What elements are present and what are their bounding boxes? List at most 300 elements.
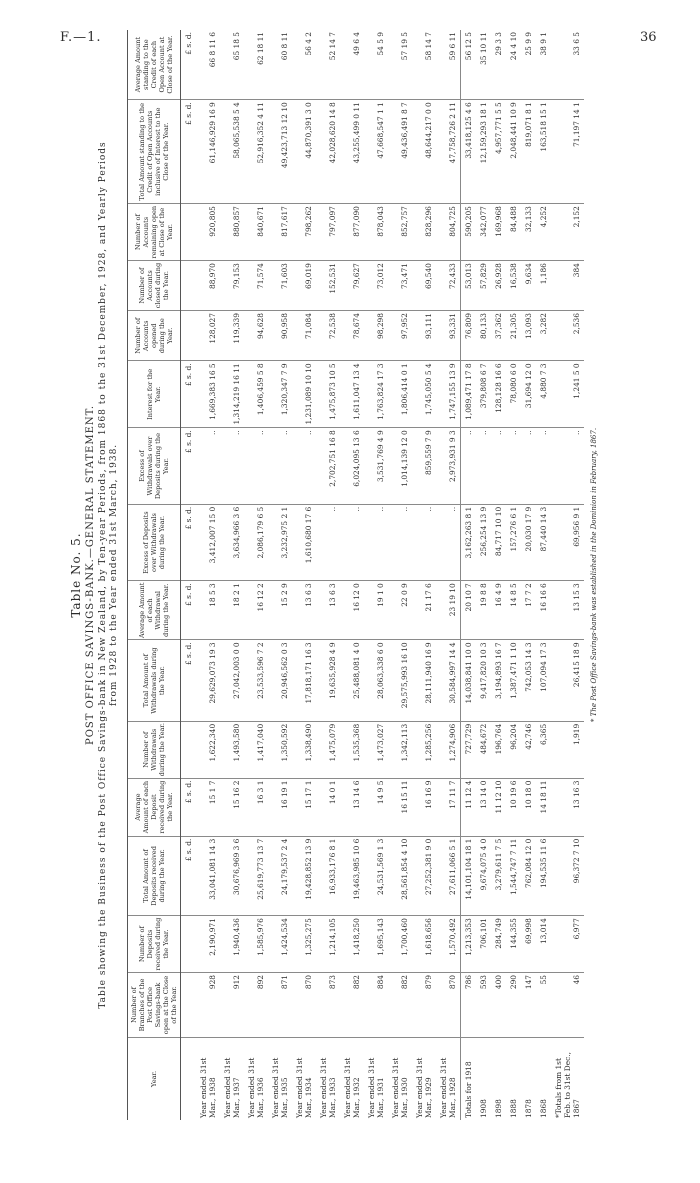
table-cell: 13 16 3 — [551, 778, 584, 836]
table-cell: 3,282 — [536, 311, 551, 361]
year-cell: 1908 — [479, 1099, 488, 1118]
table-cell: 14 18 11 — [536, 778, 551, 836]
column-header: Excess of Withdrawals over Deposits during the Year. — [128, 428, 181, 504]
table-cell: 17 11 7 — [436, 778, 461, 836]
table-cell: 871 — [268, 972, 292, 1037]
table-cell: 1,622,340 — [196, 721, 220, 778]
column-header: Average Amount of each Withdrawal during the Year. — [128, 581, 181, 640]
page-number: 36 — [640, 30, 657, 45]
table-cell: 13,093 — [521, 311, 536, 361]
table-cell: 4,880 7 3 — [536, 361, 551, 428]
table-cell: 24 4 10 — [506, 30, 521, 100]
table-cell: 27,252,381 9 0 — [412, 836, 436, 916]
table-cell: 17 7 2 — [521, 581, 536, 640]
table-cell: 859,559 7 9 — [412, 428, 436, 504]
unit-cell: £ s. d. — [181, 30, 197, 100]
year-cell: Year ended 31st Mar., 1929 — [415, 1057, 433, 1118]
table-cell: 84,717 10 10 — [491, 504, 506, 580]
table-cell: 6,024,095 13 6 — [340, 428, 364, 504]
table-cell: 24,531,569 1 3 — [364, 836, 388, 916]
table-cell: 78,080 6 0 — [506, 361, 521, 428]
table-cell: 27,611,066 5 1 — [436, 836, 461, 916]
table-cell: 107,094 17 3 — [536, 640, 551, 721]
table-cell: 21 17 6 — [412, 581, 436, 640]
table-cell: 79,153 — [220, 261, 244, 311]
table-cell: 69,019 — [292, 261, 316, 311]
table-cell: 1,475,079 — [316, 721, 340, 778]
table-cell: 3,531,769 4 9 — [364, 428, 388, 504]
table-cell: 69,956 9 1 — [551, 504, 584, 580]
table-row — [388, 30, 412, 1120]
table-cell: 97,952 — [388, 311, 412, 361]
table-cell: 3,194,893 16 7 — [491, 640, 506, 721]
column-header: Average Amount standing to the Credit of each Open Account at Close of the Year. — [128, 30, 181, 100]
table-cell: 16,538 — [506, 261, 521, 311]
table-cell: 1,669,383 16 5 — [196, 361, 220, 428]
table-cell: 13 14 0 — [476, 778, 491, 836]
table-cell: 47,758,726 2 11 — [436, 100, 461, 204]
table-cell: 9,674,075 4 0 — [476, 836, 491, 916]
column-header: Average Amount of each Deposit received during the Year. — [128, 778, 181, 836]
year-cell: Year ended 31st Mar., 1937 — [223, 1057, 241, 1118]
table-cell: .. — [268, 428, 292, 504]
table-cell: 88,970 — [196, 261, 220, 311]
table-cell: 71,084 — [292, 311, 316, 361]
table-cell: 1,231,089 10 10 — [292, 361, 316, 428]
column-header: Total Amount of Deposits received during the Year. — [128, 836, 181, 916]
table-cell: 873 — [316, 972, 340, 1037]
table-cell: 804,725 — [436, 204, 461, 261]
table-cell: 870 — [436, 972, 461, 1037]
column-header: Total Amount standing to the Credit of Open Accounts inclusive of Interest to the Close of the Year. — [128, 100, 181, 204]
table-cell: 13 6 3 — [316, 581, 340, 640]
table-cell: .. — [506, 428, 521, 504]
table-cell: 9,634 — [521, 261, 536, 311]
table-cell: 69,998 — [521, 916, 536, 973]
table-cell: 16 16 9 — [412, 778, 436, 836]
table-cell: 87,440 14 3 — [536, 504, 551, 580]
table-cell: 18 2 1 — [220, 581, 244, 640]
table-cell: 1,493,580 — [220, 721, 244, 778]
table-cell: 43,255,499 0 11 — [340, 100, 364, 204]
table-cell: .. — [412, 504, 436, 580]
table-cell: 14 0 1 — [316, 778, 340, 836]
table-cell: 1,610,680 17 6 — [292, 504, 316, 580]
table-row — [412, 30, 436, 1120]
table-cell: .. — [388, 504, 412, 580]
unit-cell: £ s. d. — [181, 428, 197, 504]
table-row — [536, 30, 551, 1120]
table-cell: 58 14 7 — [412, 30, 436, 100]
table-cell: 96,372 7 10 — [551, 836, 584, 916]
table-cell: 879 — [412, 972, 436, 1037]
table-cell: 13 6 3 — [292, 581, 316, 640]
table-cell: 2,973,931 9 3 — [436, 428, 461, 504]
table-cell: 169,968 — [491, 204, 506, 261]
year-cell: Year ended 31st Mar., 1938 — [199, 1057, 217, 1118]
table-cell: 27,042,003 0 0 — [220, 640, 244, 721]
table-cell: 786 — [461, 972, 477, 1037]
table-cell: 24,179,537 2 4 — [268, 836, 292, 916]
year-cell: Year ended 31st Mar., 1936 — [247, 1057, 265, 1118]
table-cell: 19 8 8 — [476, 581, 491, 640]
table-cell: 20 10 7 — [461, 581, 477, 640]
table-cell: .. — [476, 428, 491, 504]
table-cell: .. — [196, 428, 220, 504]
table-cell: 19,463,985 10 6 — [340, 836, 364, 916]
table-cell: 884 — [364, 972, 388, 1037]
table-cell: 52 14 7 — [316, 30, 340, 100]
table-cell: 840,671 — [244, 204, 268, 261]
table-cell: .. — [220, 428, 244, 504]
table-cell: 28,063,338 6 0 — [364, 640, 388, 721]
table-cell: 71,197 14 1 — [551, 100, 584, 204]
table-cell: 76,809 — [461, 311, 477, 361]
table-cell: 25,619,773 13 7 — [244, 836, 268, 916]
table-cell: 1,241 5 0 — [551, 361, 584, 428]
table-cell: 147 — [521, 972, 536, 1037]
table-cell: 819,071 8 1 — [521, 100, 536, 204]
table-cell: 29,575,993 16 10 — [388, 640, 412, 721]
table-cell: 6,365 — [536, 721, 551, 778]
table-cell: .. — [340, 504, 364, 580]
unit-cell: £ s. d. — [181, 100, 197, 204]
column-header: Number of Accounts opened during the Year. — [128, 311, 181, 361]
table-heading — [69, 25, 119, 1125]
year-cell: Year ended 31st Mar., 1931 — [367, 1057, 385, 1118]
table-cell: 1,585,976 — [244, 916, 268, 973]
table-cell: 65 18 5 — [220, 30, 244, 100]
table-cell: 47,668,547 1 1 — [364, 100, 388, 204]
unit-cell — [181, 916, 197, 973]
table-cell: 1,806,414 0 1 — [388, 361, 412, 428]
table-cell: 31,694 12 0 — [521, 361, 536, 428]
table-cell: 16 4 9 — [491, 581, 506, 640]
table-cell: 828,296 — [412, 204, 436, 261]
table-cell: 912 — [220, 972, 244, 1037]
table-cell: 727,729 — [461, 721, 477, 778]
year-cell: Year ended 31st Mar., 1933 — [319, 1057, 337, 1118]
table-cell: 46 — [551, 972, 584, 1037]
table-row — [292, 30, 316, 1120]
table-cell: 80,133 — [476, 311, 491, 361]
unit-cell — [181, 972, 197, 1037]
table-cell: 16 3 1 — [244, 778, 268, 836]
table-cell: 1,700,460 — [388, 916, 412, 973]
table-cell: 878,043 — [364, 204, 388, 261]
table-cell: 32,133 — [521, 204, 536, 261]
table-cell: 42,028,620 14 8 — [316, 100, 340, 204]
table-cell: 29,629,073 19 3 — [196, 640, 220, 721]
table-cell: 55 — [536, 972, 551, 1037]
table-cell: 1,611,047 13 4 — [340, 361, 364, 428]
table-cell: 84,488 — [506, 204, 521, 261]
table-cell: 16,933,176 8 1 — [316, 836, 340, 916]
table-cell: 1,745,050 5 4 — [412, 361, 436, 428]
footnote: * The Post Office Savings-bank was established in the Dominion in February, 1867. — [590, 427, 598, 723]
column-header: Number of Branches of the Post Office Savings-bank open at the Close of the Year. — [128, 972, 181, 1037]
table-row — [491, 30, 506, 1120]
table-cell: 44,870,391 3 0 — [292, 100, 316, 204]
table-cell: 19,635,928 4 9 — [316, 640, 340, 721]
unit-cell: £ s. d. — [181, 581, 197, 640]
table-number: Table No. 5. — [69, 532, 83, 618]
table-cell: 37,362 — [491, 311, 506, 361]
year-cell: Totals for 1918 — [461, 1038, 477, 1121]
table-cell: 1,089,471 17 8 — [461, 361, 477, 428]
table-cell: 880,857 — [220, 204, 244, 261]
table-cell: 62 18 11 — [244, 30, 268, 100]
table-cell: 21,305 — [506, 311, 521, 361]
table-cell: 196,764 — [491, 721, 506, 778]
year-cell: 1868 — [539, 1099, 548, 1118]
table-cell: 57,829 — [476, 261, 491, 311]
table-cell: 379,808 6 7 — [476, 361, 491, 428]
table-cell: 3,634,966 3 6 — [220, 504, 244, 580]
table-cell: .. — [436, 504, 461, 580]
unit-cell — [181, 721, 197, 778]
table-cell: 54 5 9 — [364, 30, 388, 100]
table-cell: 9,417,820 10 3 — [476, 640, 491, 721]
column-header: Total Amount of Withdrawals during the Year. — [128, 640, 181, 721]
table-cell: 742,053 14 3 — [521, 640, 536, 721]
table-cell: 11 12 4 — [461, 778, 477, 836]
table-cell: 1,475,873 10 5 — [316, 361, 340, 428]
table-cell: 1,014,139 12 0 — [388, 428, 412, 504]
table-cell: 69,540 — [412, 261, 436, 311]
table-cell: 17,818,171 16 3 — [292, 640, 316, 721]
table-cell: 49 6 4 — [340, 30, 364, 100]
table-row — [268, 30, 292, 1120]
table-cell: 384 — [551, 261, 584, 311]
column-header: Excess of Deposits over Withdrawals during the Year. — [128, 504, 181, 580]
table-cell: 30,676,969 3 6 — [220, 836, 244, 916]
table-cell: 11 12 10 — [491, 778, 506, 836]
table-cell: 1,919 — [551, 721, 584, 778]
table-cell: 119,339 — [220, 311, 244, 361]
table-cell: .. — [461, 428, 477, 504]
year-cell: *Totals from 1st Feb. to 31st Dec., 1867 — [554, 1052, 581, 1118]
table-cell: 920,805 — [196, 204, 220, 261]
unit-cell: £ s. d. — [181, 836, 197, 916]
table-cell: 16 16 6 — [536, 581, 551, 640]
table-cell: 870 — [292, 972, 316, 1037]
column-header: Interest for the Year. — [128, 361, 181, 428]
year-cell: Year ended 31st Mar., 1928 — [439, 1057, 457, 1118]
year-cell: Year ended 31st Mar., 1935 — [271, 1057, 289, 1118]
table-cell: 57 19 5 — [388, 30, 412, 100]
table-cell: 56 4 2 — [292, 30, 316, 100]
table-cell: 48,644,217 0 0 — [412, 100, 436, 204]
table-row — [506, 30, 521, 1120]
unit-cell: £ s. d. — [181, 361, 197, 428]
table-cell: .. — [491, 428, 506, 504]
table-cell: 1,535,368 — [340, 721, 364, 778]
table-cell: 128,027 — [196, 311, 220, 361]
table-cell: 20,946,562 0 3 — [268, 640, 292, 721]
table-cell: 1,940,436 — [220, 916, 244, 973]
rotated-table-page — [65, 25, 598, 1125]
table-row — [364, 30, 388, 1120]
table-row — [521, 30, 536, 1120]
table-cell: 73,471 — [388, 261, 412, 311]
table-cell: 49,436,491 8 7 — [388, 100, 412, 204]
units-row — [181, 30, 197, 1120]
table-cell: 16 15 11 — [388, 778, 412, 836]
table-cell: 16 19 1 — [268, 778, 292, 836]
table-cell: 61,146,929 16 9 — [196, 100, 220, 204]
table-cell: 16 12 0 — [340, 581, 364, 640]
savings-bank-table — [127, 30, 584, 1120]
table-cell: 1,213,353 — [461, 916, 477, 973]
table-cell: 30,584,997 14 4 — [436, 640, 461, 721]
table-cell: 18 5 3 — [196, 581, 220, 640]
table-cell: 29 3 3 — [491, 30, 506, 100]
table-cell: .. — [551, 428, 584, 504]
table-cell: 194,535 11 6 — [536, 836, 551, 916]
table-cell: 2,536 — [551, 311, 584, 361]
table-cell: 94,628 — [244, 311, 268, 361]
table-cell: 256,254 13 9 — [476, 504, 491, 580]
table-cell: 93,111 — [412, 311, 436, 361]
table-cell: 22 0 9 — [388, 581, 412, 640]
table-cell: 3,279,611 7 5 — [491, 836, 506, 916]
table-cell: 1,320,347 7 9 — [268, 361, 292, 428]
table-cell: 1,417,040 — [244, 721, 268, 778]
unit-cell — [181, 311, 197, 361]
table-cell: 28,561,854 4 10 — [388, 836, 412, 916]
table-cell: 20,030 17 9 — [521, 504, 536, 580]
table-cell: 38 9 1 — [536, 30, 551, 100]
table-cell: 90,958 — [268, 311, 292, 361]
table-cell: .. — [316, 504, 340, 580]
table-cell: 817,617 — [268, 204, 292, 261]
table-cell: 1,763,824 17 3 — [364, 361, 388, 428]
table-cell: 4,252 — [536, 204, 551, 261]
table-cell: 96,204 — [506, 721, 521, 778]
table-cell: 882 — [388, 972, 412, 1037]
table-cell: 157,276 6 1 — [506, 504, 521, 580]
table-cell: 71,603 — [268, 261, 292, 311]
column-header-row — [128, 30, 181, 1120]
table-cell: 928 — [196, 972, 220, 1037]
table-cell: 877,090 — [340, 204, 364, 261]
table-cell: 73,012 — [364, 261, 388, 311]
table-cell: 2,048,441 10 9 — [506, 100, 521, 204]
table-cell: 14 8 5 — [506, 581, 521, 640]
table-cell: 33,418,125 4 6 — [461, 100, 477, 204]
table-cell: 1,214,105 — [316, 916, 340, 973]
table-cell: 13 14 6 — [340, 778, 364, 836]
unit-cell — [181, 261, 197, 311]
table-cell: 78,674 — [340, 311, 364, 361]
table-cell: 72,433 — [436, 261, 461, 311]
table-cell: .. — [521, 428, 536, 504]
table-cell: 1,186 — [536, 261, 551, 311]
table-cell: 19,428,852 13 9 — [292, 836, 316, 916]
table-cell: 762,084 12 0 — [521, 836, 536, 916]
table-cell: 19 1 0 — [364, 581, 388, 640]
table-cell: 56 12 5 — [461, 30, 477, 100]
table-row — [476, 30, 491, 1120]
table-cell: 1,387,471 1 10 — [506, 640, 521, 721]
table-cell: 25,488,081 4 0 — [340, 640, 364, 721]
table-cell: .. — [536, 428, 551, 504]
table-cell: 71,574 — [244, 261, 268, 311]
table-cell: 1,570,492 — [436, 916, 461, 973]
table-body — [196, 30, 584, 1120]
table-cell: 3,412,007 15 0 — [196, 504, 220, 580]
table-cell: 797,097 — [316, 204, 340, 261]
table-cell: 26,415 18 9 — [551, 640, 584, 721]
table-cell: 152,531 — [316, 261, 340, 311]
table-cell: 15 17 1 — [292, 778, 316, 836]
table-cell: 1,406,459 5 8 — [244, 361, 268, 428]
table-cell: 1,618,656 — [412, 916, 436, 973]
table-cell: 12,159,293 18 1 — [476, 100, 491, 204]
table-row — [436, 30, 461, 1120]
table-cell: 53,013 — [461, 261, 477, 311]
column-header: Number of Accounts remaining open at Close of the Year. — [128, 204, 181, 261]
table-cell: 72,538 — [316, 311, 340, 361]
table-cell: 1,342,113 — [388, 721, 412, 778]
table-cell: 2,702,751 16 8 — [316, 428, 340, 504]
table-cell: 42,746 — [521, 721, 536, 778]
table-cell: 593 — [476, 972, 491, 1037]
table-cell: 1,544,747 7 11 — [506, 836, 521, 916]
table-row — [551, 30, 584, 1120]
column-header: Number of Withdrawals during the Year. — [128, 721, 181, 778]
table-description: Table showing the Business of the Post Office Savings-bank in New Zealand, by Ten-year Periods, from 1868 to the 31st December, 1928, and Yearly Periods — [98, 141, 108, 1009]
table-row — [220, 30, 244, 1120]
table-cell: 2,152 — [551, 204, 584, 261]
year-cell: 1878 — [524, 1099, 533, 1118]
table-cell: 1,473,027 — [364, 721, 388, 778]
table-cell: 1,418,250 — [340, 916, 364, 973]
table-cell: 10 19 6 — [506, 778, 521, 836]
table-cell: 14,101,104 18 1 — [461, 836, 477, 916]
table-cell: 400 — [491, 972, 506, 1037]
table-cell: 93,331 — [436, 311, 461, 361]
table-row — [316, 30, 340, 1120]
table-cell: 2,190,971 — [196, 916, 220, 973]
table-cell: 1,274,906 — [436, 721, 461, 778]
table-cell: 23,533,596 7 2 — [244, 640, 268, 721]
table-cell: 13 15 3 — [551, 581, 584, 640]
table-subtitle: POST OFFICE SAVINGS-BANK.—GENERAL STATEMENT. — [85, 404, 96, 746]
unit-cell: £ s. d. — [181, 504, 197, 580]
column-header: Number of Accounts closed during the Year. — [128, 261, 181, 311]
table-cell: 6,977 — [551, 916, 584, 973]
table-cell: 25 9 9 — [521, 30, 536, 100]
table-cell: 10 18 0 — [521, 778, 536, 836]
table-cell: 590,205 — [461, 204, 477, 261]
table-cell: 79,627 — [340, 261, 364, 311]
table-cell: .. — [364, 504, 388, 580]
table-cell: 16 12 2 — [244, 581, 268, 640]
table-row — [244, 30, 268, 1120]
table-cell: 15 16 2 — [220, 778, 244, 836]
unit-cell: £ s. d. — [181, 778, 197, 836]
table-cell: 59 6 11 — [436, 30, 461, 100]
table-row — [461, 30, 477, 1120]
year-cell: Year ended 31st Mar., 1934 — [295, 1057, 313, 1118]
table-cell: 144,355 — [506, 916, 521, 973]
table-cell: 52,916,352 4 11 — [244, 100, 268, 204]
table-cell: 3,162,263 8 1 — [461, 504, 477, 580]
table-cell: 26,928 — [491, 261, 506, 311]
table-cell: 4,957,771 5 5 — [491, 100, 506, 204]
